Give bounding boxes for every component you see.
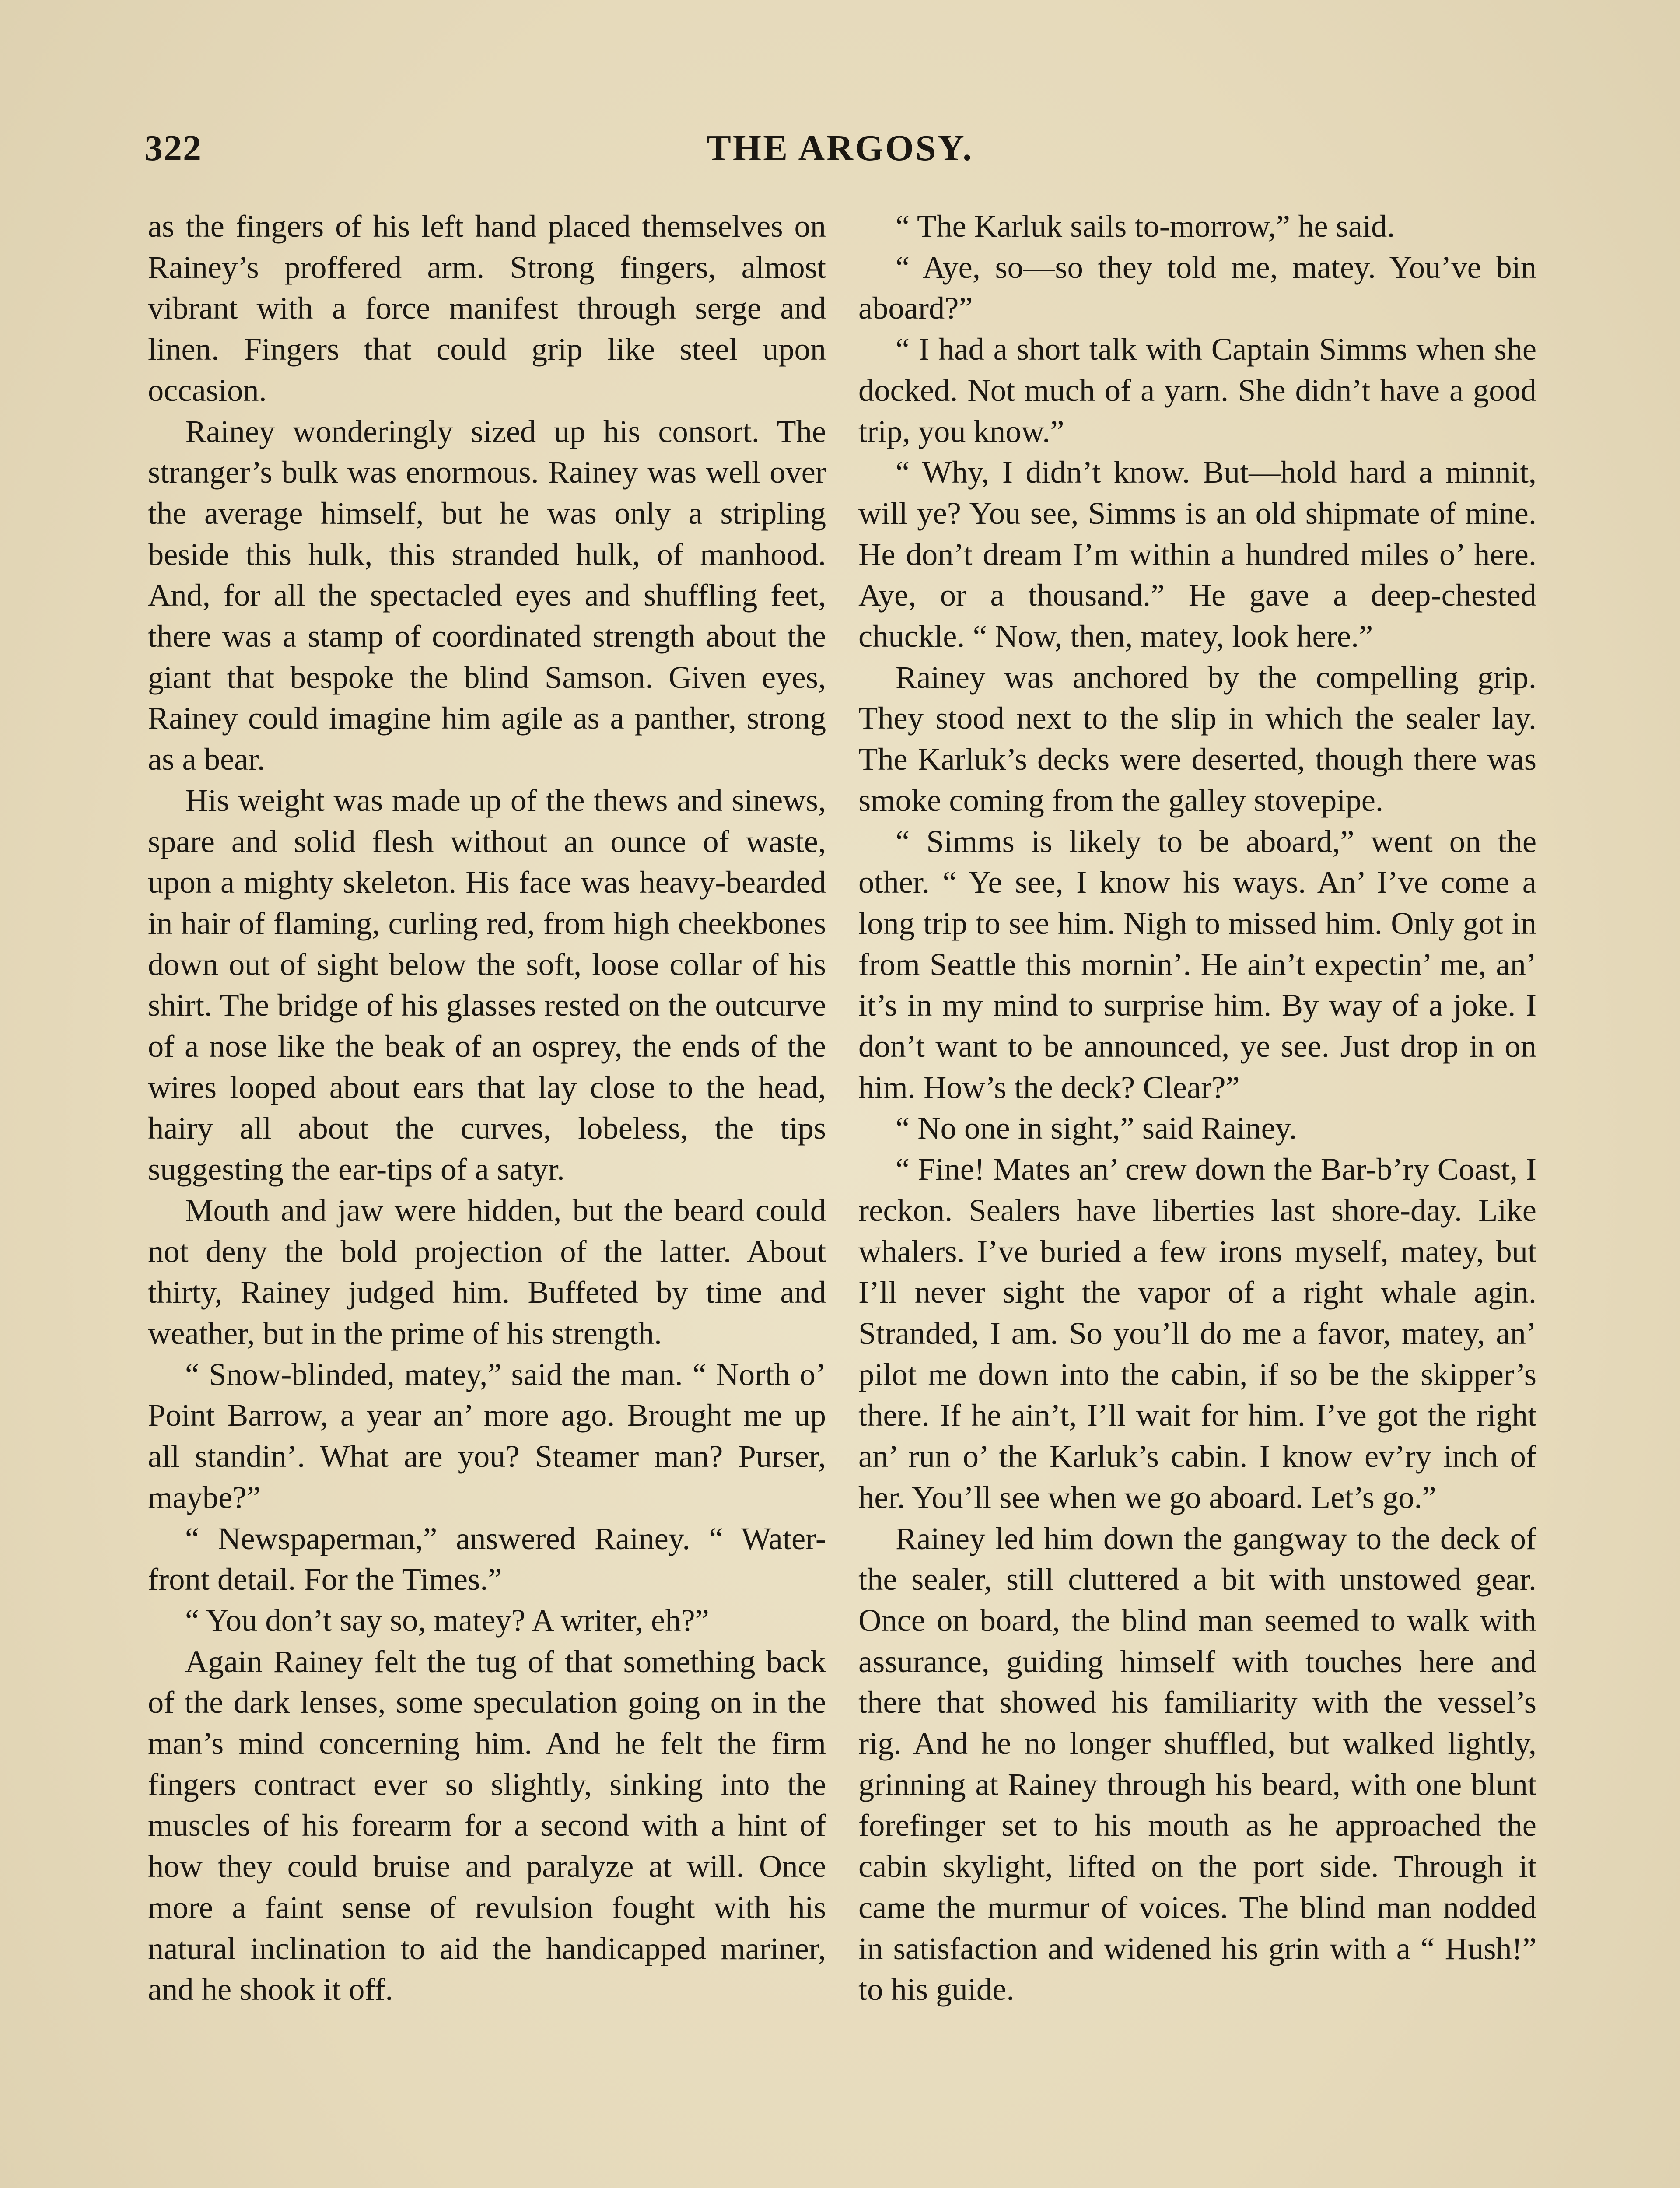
paragraph: Rainey wonderingly sized up his consort. The stranger’s bulk was enormous. Rainey was well over the average himself, but he was only a stripling beside this hulk, this stranded hulk, of manhood. And, for all the spectacled eyes and shuffling feet, there was a stamp of coordinated strength about the giant that bespoke the blind Samson. Given eyes, Rainey could imagine him agile as a panther, strong as a bear. bbox=[148, 413, 826, 777]
right-column bbox=[858, 206, 1536, 2010]
paragraph: “ Newspaperman,” answered Rainey. “ Water-front detail. For the Times.” bbox=[148, 1520, 826, 1597]
paragraph: Again Rainey felt the tug of that something back of the dark lenses, some speculation going on in the man’s mind concerning him. And he felt the firm fingers contract ever so slightly, sinking into the muscles of his forearm for a second with a hint of how they could bruise and paralyze at will. Once more a faint sense of revulsion fought with his natural inclination to aid the handicapped mariner, and he shook it off. bbox=[148, 1643, 826, 2007]
paragraph: His weight was made up of the thews and sinews, spare and solid flesh without an ounce of waste, upon a mighty skeleton. His face was heavy-bearded in hair of flaming, curling red, from high cheekbones down out of sight below the soft, loose collar of his shirt. The bridge of his glasses rested on the outcurve of a nose like the beak of an osprey, the ends of the wires looped about ears that lay close to the head, hairy all about the curves, lobeless, the tips suggesting the ear-tips of a satyr. bbox=[148, 782, 826, 1187]
paragraph: “ Snow-blinded, matey,” said the man. “ North o’ Point Barrow, a year an’ more ago. Brought me up all standin’. What are you? Steamer man? Purser, maybe?” bbox=[148, 1356, 826, 1515]
paragraph: “ Aye, so—so they told me, matey. You’ve bin aboard?” bbox=[858, 249, 1536, 326]
left-column bbox=[148, 206, 826, 2010]
paragraph: “ Fine! Mates an’ crew down the Bar-b’ry Coast, I reckon. Sealers have liberties last shore-day. Like whalers. I’ve buried a few irons myself, matey, but I’ll never sight the vapor of a right whale agin. Stranded, I am. So you’ll do me a favor, matey, an’ pilot me down into the cabin, if so be the skipper’s there. If he ain’t, I’ll wait for him. I’ve got the right an’ run o’ the Karluk’s cabin. I know ev’ry inch of her. You’ll see when we go aboard. Let’s go.” bbox=[858, 1151, 1536, 1515]
paragraph: “ The Karluk sails to-morrow,” he said. bbox=[896, 208, 1395, 244]
paragraph: “ You don’t say so, matey? A writer, eh?” bbox=[185, 1602, 709, 1638]
paragraph: Rainey led him down the gangway to the deck of the sealer, still cluttered a bit with unstowed gear. Once on board, the blind man seemed to walk with assurance, guiding himself with touches here and there that showed his familiarity with the vessel’s rig. And he no longer shuffled, but walked lightly, grinning at Rainey through his beard, with one blunt forefinger set to his mouth as he approached the cabin skylight, lifted on the port side. Through it came the murmur of voices. The blind man nodded in satisfaction and widened his grin with a “ Hush!” to his guide. bbox=[858, 1520, 1536, 2007]
page-number: 322 bbox=[144, 128, 202, 168]
paragraph: as the fingers of his left hand placed themselves on Rainey’s proffered arm. Strong fingers, almost vibrant with a force manifest through serge and linen. Fingers that could grip like steel upon occasion. bbox=[148, 208, 826, 408]
running-title: THE ARGOSY. bbox=[706, 128, 974, 168]
paragraph: Mouth and jaw were hidden, but the beard could not deny the bold projection of the latter. About thirty, Rainey judged him. Buffeted by time and weather, but in the prime of his strength. bbox=[148, 1192, 826, 1351]
paragraph: “ I had a short talk with Captain Simms when she docked. Not much of a yarn. She didn’t have a good trip, you know.” bbox=[858, 331, 1536, 449]
paragraph: Rainey was anchored by the compelling grip. They stood next to the slip in which the sealer lay. The Karluk’s decks were deserted, though there was smoke coming from the galley stovepipe. bbox=[858, 659, 1536, 818]
page-header bbox=[144, 127, 1536, 175]
paragraph: “ No one in sight,” said Rainey. bbox=[896, 1110, 1297, 1146]
paragraph: “ Simms is likely to be aboard,” went on the other. “ Ye see, I know his ways. An’ I’ve come a long trip to see him. Nigh to missed him. Only got in from Seattle this mornin’. He ain’t expectin’ me, an’ it’s in my mind to surprise him. By way of a joke. I don’t want to be announced, ye see. Just drop in on him. How’s the deck? Clear?” bbox=[858, 823, 1536, 1105]
paragraph: “ Why, I didn’t know. But—hold hard a minnit, will ye? You see, Simms is an old shipmate of mine. He don’t dream I’m within a hundred miles o’ here. Aye, or a thousand.” He gave a deep-chested chuckle. “ Now, then, matey, look here.” bbox=[858, 454, 1536, 654]
